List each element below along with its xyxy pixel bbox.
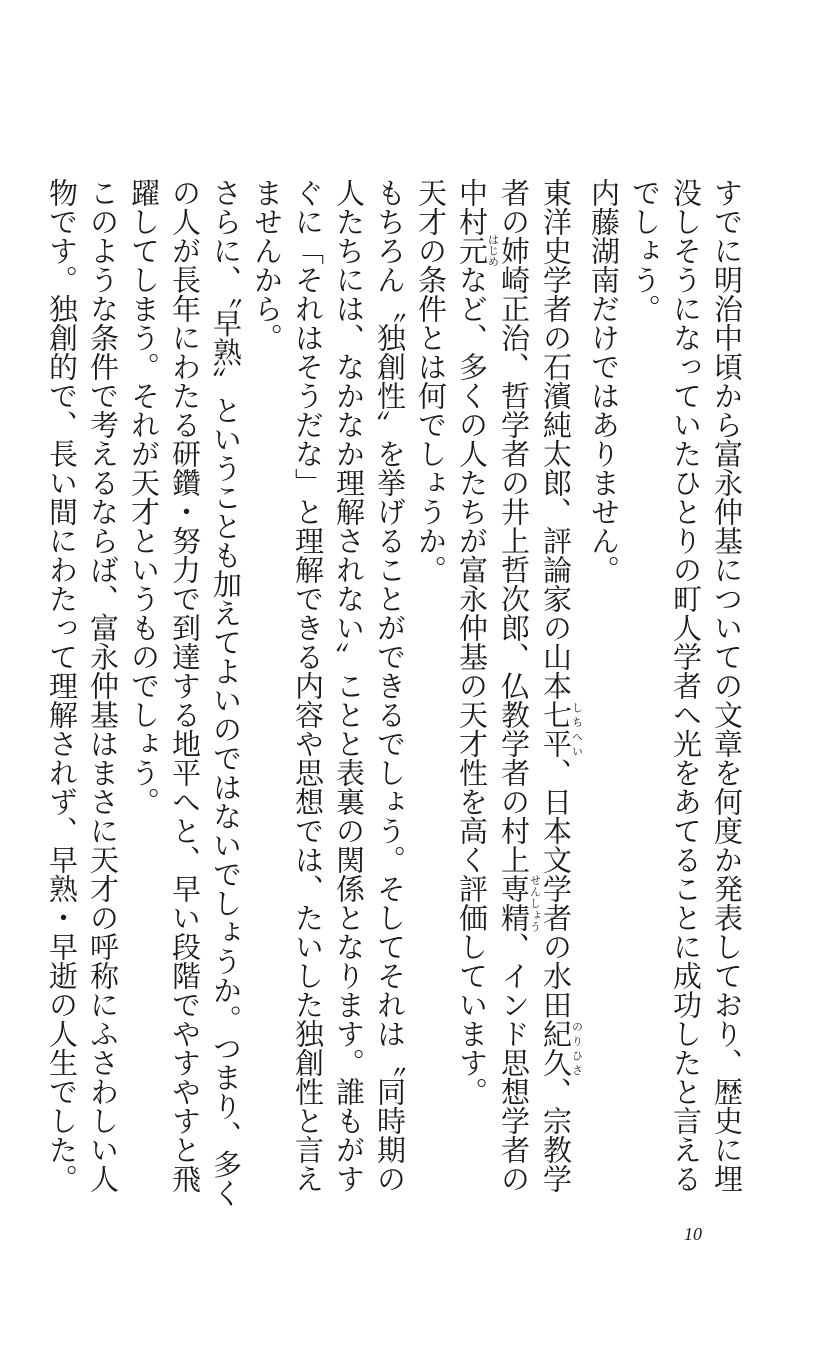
paragraph-1: すでに明治中頃から富永仲基についての文章を何度か発表しており、歴史に埋没しそうになっていたひとりの町人学者へ光をあてることに成功したと言えるでしょう。 xyxy=(628,178,744,1193)
paragraph-2: 内藤湖南だけではありません。 xyxy=(587,178,621,584)
ruby-shichihei: 七平しちへい xyxy=(539,700,584,758)
page-number: 10 xyxy=(684,1224,702,1244)
vertical-text-body xyxy=(41,178,747,1208)
ruby-norihisa: 紀久のりひさ xyxy=(539,1019,584,1077)
paragraph-5: もちろん〝独創性〟を挙げることができるでしょう。そしてそれは〝同時期の人たちには、なかなか理解されない〟ことと表裏の関係となります。誰もがすぐに「それはそうだな」と理解できる内容や思想では、たいした独創性と言えませんから。 xyxy=(250,178,407,1193)
paragraph-7: このような条件で考えるならば、富永仲基はまさに天才の呼称にふさわしい人物です。独創的で、長い間にわたって理解されず、早熟・早逝の人生でした。 xyxy=(45,178,120,1193)
ruby-senshou: 専精せんしょう xyxy=(497,874,542,932)
ruby-hajime: 元はじめ xyxy=(455,234,500,267)
paragraph-3-part-a: 東洋史学者の石濱純太郎、評論家の山本 xyxy=(539,178,573,700)
paragraph-6: さらに、〝早熟〟ということも加えてよいのではないでしょうか。つまり、多くの人が長年にわたる研鑽・努力で到達する地平へと、早い段階でやすやすと飛躍してしまう。それが天才というものでしょう。 xyxy=(127,178,243,1208)
paragraph-3: 東洋史学者の石濱純太郎、評論家の山本七平しちへい、日本文学者の水田紀久のりひさ、宗教学者の姉崎正治、哲学者の井上哲次郎、仏教学者の村上専精せんしょう、インド思想学者の中村元はじめなど、多くの人たちが富永仲基の天才性を高く評価しています。 xyxy=(455,178,584,1193)
paragraph-4: 天才の条件とは何でしょうか。 xyxy=(414,178,448,584)
